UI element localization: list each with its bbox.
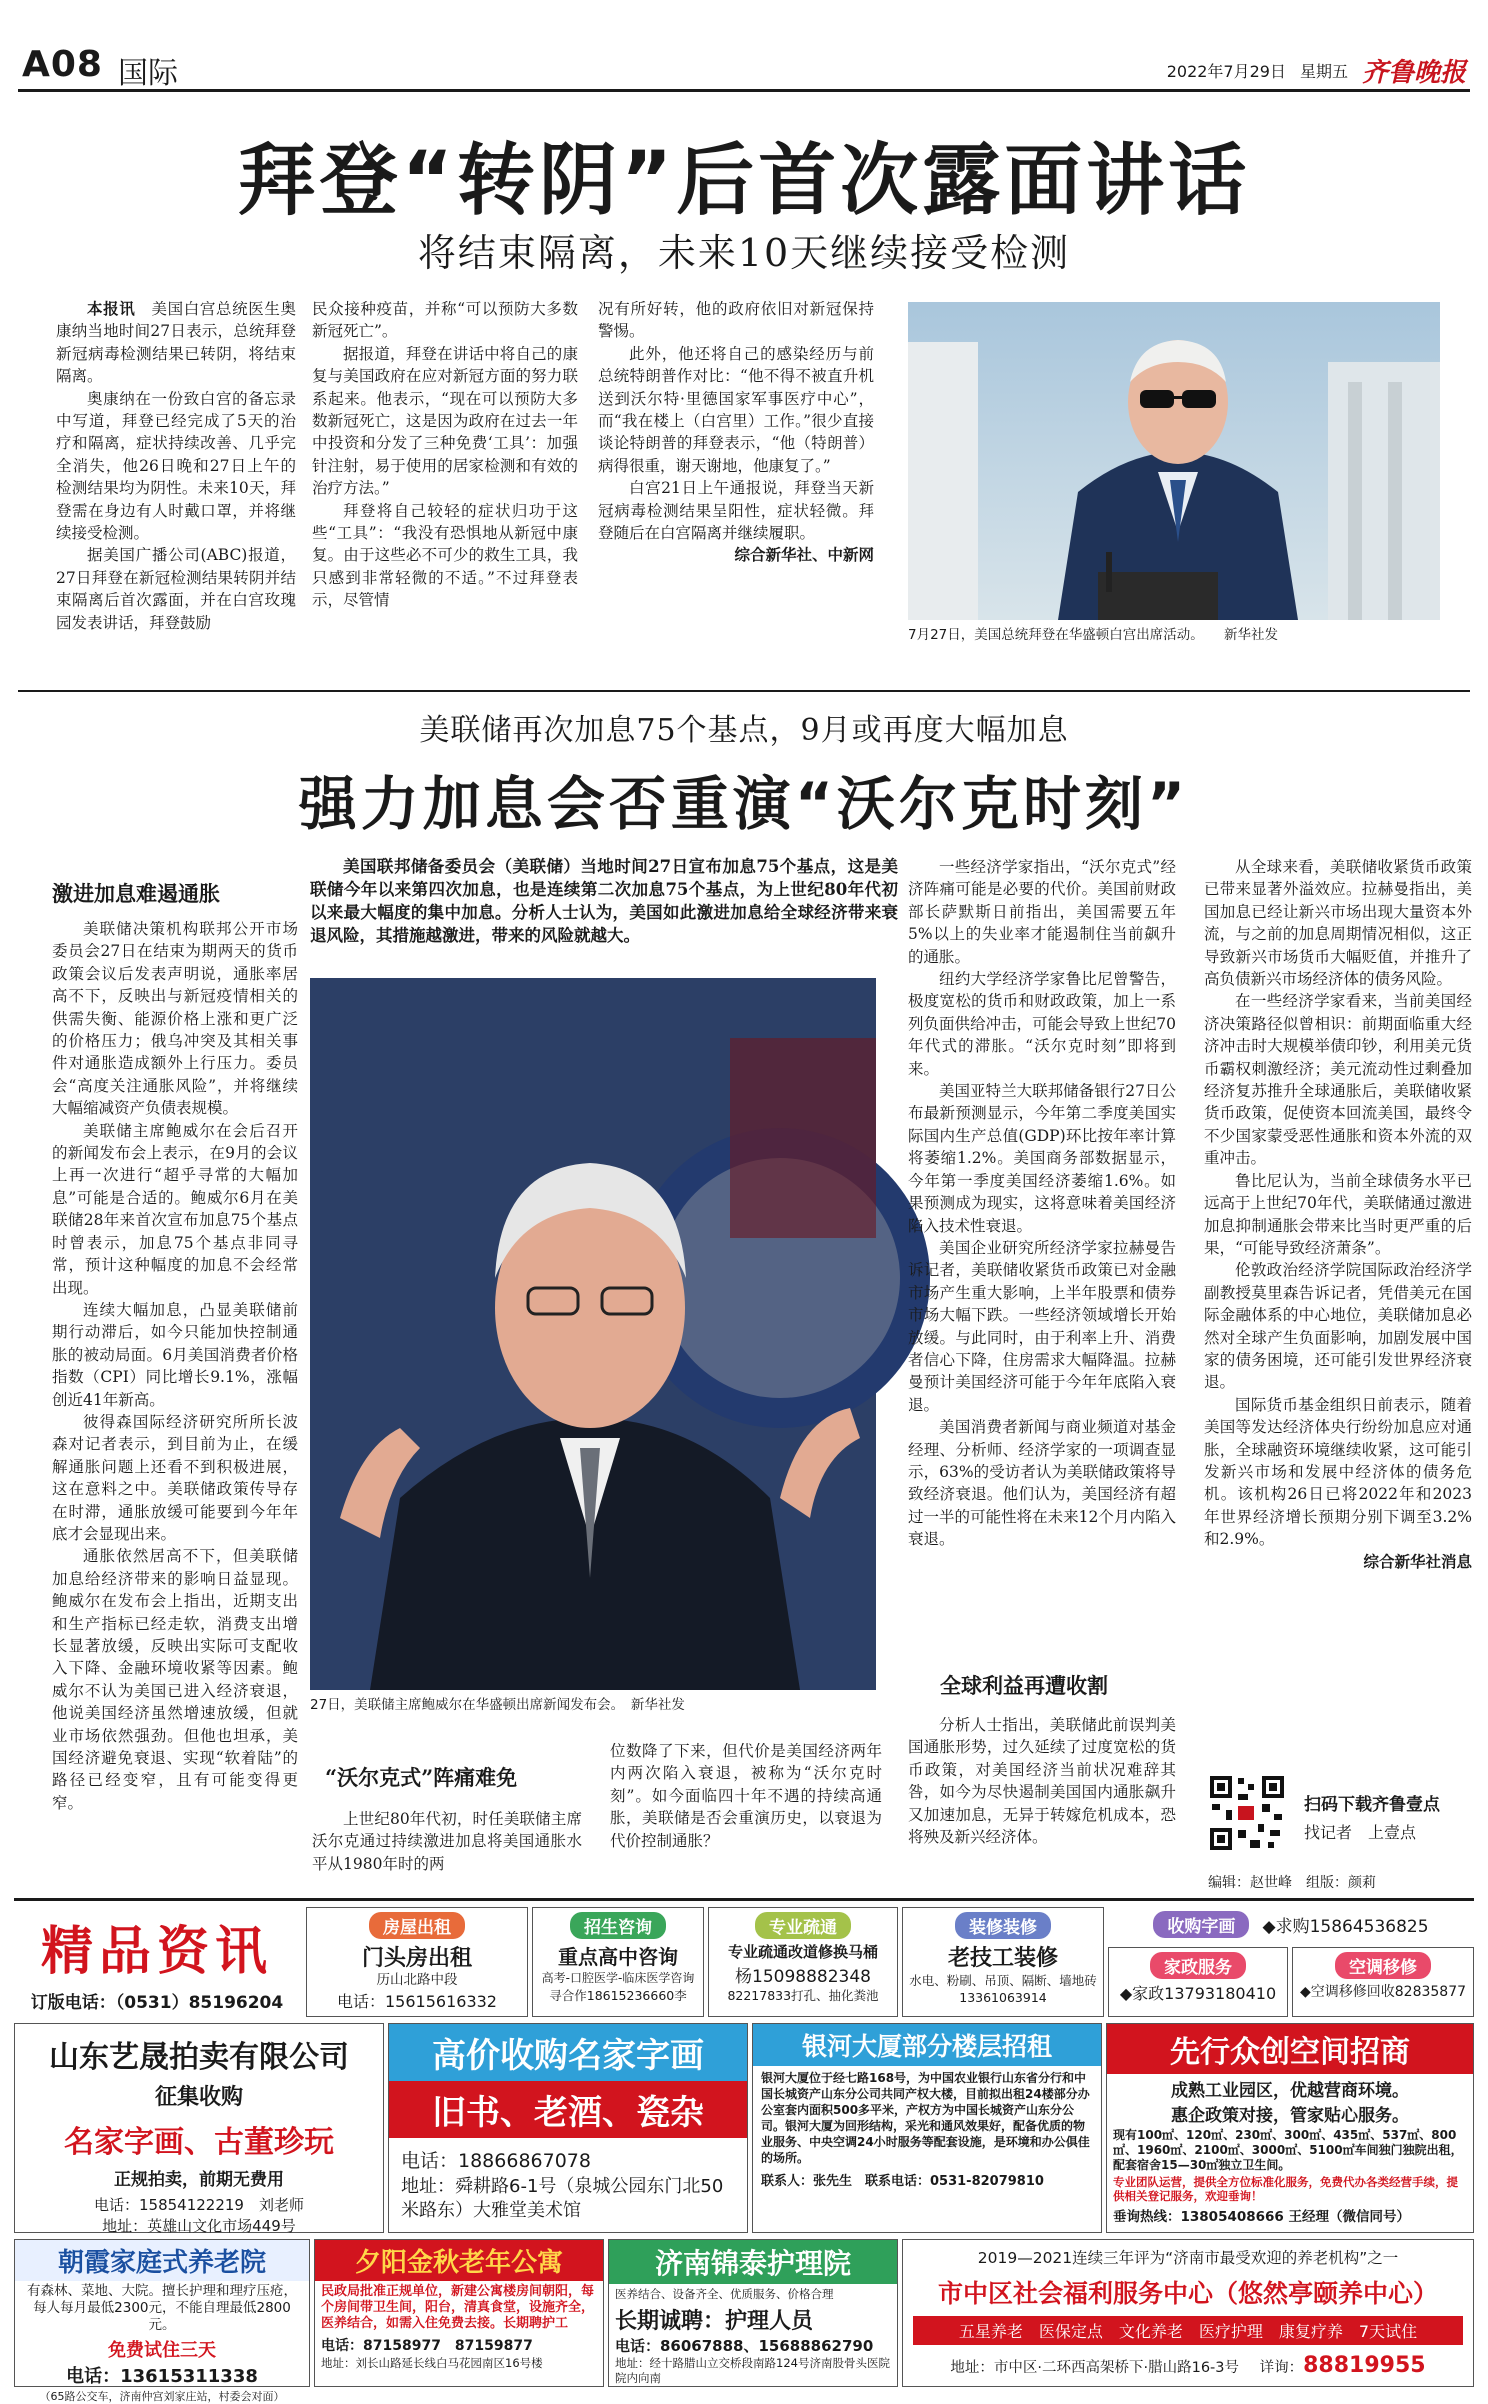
ad-zhaoxia-trial: 免费试住三天 <box>108 2340 216 2361</box>
ad-zhaoxia <box>14 2239 310 2403</box>
story1-column-3 <box>598 298 874 648</box>
ad-painting-phone: 电话：18866867078 <box>401 2150 591 2172</box>
paragraph: 据报道，拜登在讲话中将自己的康复与美国政府在应对新冠方面的努力联系起来。他表示，“现在可以预防大多数新冠死亡，这是因为政府在过去一年中投资和分发了三种免费‘工具’：加强针注射，易于使用的居家检测和有效的治疗方法。” <box>312 344 578 498</box>
ad-yinhe-text: 银河大厦位于经七路168号，为中国农业银行山东省分行和中国长城资产山东分公司共同产权大楼，目前拟出租24楼部分办公室套内面积500多平米，产权方为中国长城资产山东分公司。银河大厦为回形结构，采光和通风效果好，配备优质的物业服务、中央空调24小时服务等配套设施，是环境和办公俱佳的场所。 <box>761 2071 1090 2165</box>
ad-xianxing-line1: 成熟工业园区，优越营商环境。 <box>1171 2081 1409 2101</box>
photo-caption-powell: 27日，美联储主席鲍威尔在华盛顿出席新闻发布会。 新华社发 <box>310 1697 685 1713</box>
ad-xiyang-text: 民政局批准正规单位，新建公寓楼房间朝阳，每个房间带卫生间，阳台，清真食堂，设施齐全，医养结合，如需入住免费去接。长期聘护工 <box>321 2284 595 2331</box>
ad-pipe-phone: 杨15098882348 <box>735 1967 871 1987</box>
paragraph: 国际货币基金组织日前表示，随着美国等发达经济体央行纷纷加息应对通胀，全球融资环境继续收紧，这可能引发新兴市场和发展中经济体的债务危机。该机构26日已将2022年和2023年世界经济增长预期分别下调至3.2%和2.9%。 <box>1204 1395 1472 1549</box>
byline: 本报讯 <box>87 299 136 318</box>
ad-yinhe-title: 银河大厦部分楼层招租 <box>753 2024 1101 2066</box>
paragraph: 美国消费者新闻与商业频道对基金经理、分析师、经济学家的一项调查显示，63%的受访者认为美联储政策将导致经济衰退。他们认为，美国经济有超过一半的可能性将在未来12个月内陷入衰退。 <box>908 1418 1176 1549</box>
ad-tag: 房屋出租 <box>369 1912 465 1939</box>
ad-painting-addr: 地址：舜耕路6-1号（泉城公园东门北50米路东）大雅堂美术馆 <box>401 2176 724 2221</box>
story2-column-1 <box>52 918 298 1883</box>
ad-jingpin <box>14 1909 300 2017</box>
ad-auction-sub: 征集收购 <box>154 2085 243 2110</box>
story1-column-2 <box>312 298 578 638</box>
subhead-inflation: 激进加息难遏通胀 <box>52 881 220 906</box>
ad-auction-phone: 电话：15854122219 刘老师 <box>94 2196 304 2214</box>
ad-jingpin-phone: 订版电话：（0531）85196204 <box>30 1993 284 2013</box>
paragraph: 分析人士指出，美联储此前误判美国通胀形势，过久延续了过度宽松的货币政策，对美国经济当前状况难辞其咎，如今为尽快遏制美国国内通胀飙升又加速加息，无异于转嫁危机成本，恐将殃及新兴经济体。 <box>908 1716 1176 1847</box>
ad-auction-title: 山东艺晟拍卖有限公司 <box>49 2040 349 2075</box>
qr-code-icon[interactable] <box>1208 1774 1286 1852</box>
ad-tag: 装修装修 <box>955 1912 1051 1939</box>
ad-house-title: 门头房出租 <box>361 1946 472 1971</box>
ad-shizhong-phone-label: 详询： <box>1259 2360 1304 2376</box>
paragraph: 鲁比尼认为，当前全球债务水平已远高于上世纪70年代，美联储通过激进加息抑制通胀会带来比当时更严重的后果，“可能导致经济萧条”。 <box>1204 1171 1472 1257</box>
paragraph: 彼得森国际经济研究所所长波森对记者表示，到目前为止，在缓解通胀问题上还看不到积极进展，这在意料之中。美联储政策传导存在时滞，通胀放缓可能要到今年年底才会显现出来。 <box>52 1412 298 1543</box>
ad-jintai <box>608 2239 898 2387</box>
paragraph: 况有所好转，他的政府依旧对新冠保持警惕。 <box>598 300 874 341</box>
ad-auction-items: 名家字画、古董珍玩 <box>64 2125 334 2160</box>
ad-jintai-job: 长期诚聘：护理人员 <box>615 2309 814 2334</box>
story1-column-1 <box>56 298 296 638</box>
ad-tag: 空调移修 <box>1335 1952 1431 1979</box>
story1-source: 综合新华社、中新网 <box>734 545 874 565</box>
ad-shizhong-banner: 2019—2021连续三年评为“济南市最受欢迎的养老机构”之一 <box>977 2249 1399 2267</box>
headline-fed: 强力加息会否重演“沃尔克时刻” <box>298 770 1190 838</box>
ad-pipe <box>708 1907 898 2017</box>
ad-decor-title: 老技工装修 <box>947 1946 1058 1971</box>
paragraph: 据美国广播公司(ABC)报道，27日拜登在新冠检测结果转阴并结束隔离后首次露面，并在白宫玫瑰园发表讲话，拜登鼓励 <box>56 546 296 632</box>
ad-tag: 专业疏通 <box>755 1912 851 1939</box>
page-header <box>18 40 1470 92</box>
ad-shizhong-title: 市中区社会福利服务中心（悠然亭颐养中心） <box>937 2279 1438 2308</box>
ad-xianxing <box>1106 2023 1474 2233</box>
subhead-volcker: “沃尔克式”阵痛难免 <box>325 1765 518 1790</box>
ad-shizhong-addr: 地址：市中区·二环西高架桥下·腊山路16-3号 <box>950 2360 1240 2376</box>
ad-buy-painting <box>1108 1907 1474 1943</box>
ad-school <box>532 1907 704 2017</box>
ad-decor <box>902 1907 1104 2017</box>
ad-school-text: 高考-口腔医学-临床医学咨询 <box>541 1971 695 1985</box>
paragraph: 美国白宫总统医生奥康纳当地时间27日表示，总统拜登新冠病毒检测结果已转阴，将结束隔离。 <box>56 300 296 386</box>
ad-ac-text: ◆空调移修回收82835877 <box>1299 1984 1467 2000</box>
story2-column-2-bottom <box>312 1808 582 1878</box>
header-meta <box>1167 52 1466 89</box>
paragraph: 美国亚特兰大联邦储备银行27日公布最新预测显示，今年第二季度美国实际国内生产总值(GDP)环比按年率计算将萎缩1.2%。美国商务部数据显示，今年第一季度美国经济萎缩1.6%。如果预测成为现实，这将意味着美国经济陷入技术性衰退。 <box>908 1082 1176 1235</box>
page-number: A08 <box>22 44 103 85</box>
lead-paragraph: 美国联邦储备委员会（美联储）当地时间27日宣布加息75个基点，这是美联储今年以来第四次加息，也是连续第二次加息75个基点，为上世纪80年代初以来最大幅度的集中加息。分析人士认为，美国如此激进加息给全球经济带来衰退风险，其措施越激进，带来的风险就越大。 <box>310 857 898 945</box>
ad-xianxing-sizes: 现有100㎡、120㎡、230㎡、300㎡、435㎡、537㎡、800㎡、1960㎡、2100㎡、3000㎡、5100㎡车间独门独院出租，配套宿舍15—30㎡独立卫生间。 <box>1113 2128 1463 2172</box>
issue-date: 2022年7月29日 <box>1166 62 1286 81</box>
ad-xiyang <box>314 2239 604 2387</box>
paragraph: 美联储决策机构联邦公开市场委员会27日在结束为期两天的货币政策会议后发表声明说，通胀率居高不下，反映出与新冠疫情相关的供需失衡、能源价格上涨和更广泛的价格压力；俄乌冲突及其相关事件对通胀造成额外上行压力。委员会“高度关注通胀风险”，并将继续大幅缩减资产负债表规模。 <box>52 920 298 1118</box>
ad-school-title: 重点高中咨询 <box>558 1945 678 1969</box>
paragraph: 民众接种疫苗，并称“可以预防大多数新冠死亡”。 <box>312 300 578 341</box>
paragraph: 奥康纳在一份致白宫的备忘录中写道，拜登已经完成了5天的治疗和隔离，症状持续改善、几乎完全消失，他26日晚和27日上午的检测结果均为阴性。未来10天，拜登需在身边有人时戴口罩，并将继续接受检测。 <box>56 389 296 543</box>
subheadline-biden: 将结束隔离，未来10天继续接受检测 <box>417 231 1071 275</box>
ad-shizhong <box>902 2239 1474 2387</box>
story2-column-3-end <box>908 1714 1176 1884</box>
ad-jintai-title: 济南锦泰护理院 <box>609 2240 897 2284</box>
ad-zhaoxia-text: 有森林、菜地、大院。擅长护理和理疗压疮，每人每月最低2300元，不能自理最低2800元。 <box>27 2283 297 2333</box>
story2-column-4 <box>1204 856 1472 1726</box>
ad-xianxing-line2: 惠企政策对接，管家贴心服务。 <box>1171 2106 1409 2126</box>
ad-house-phone: 电话：15615616332 <box>337 1992 497 2011</box>
paragraph: 上世纪80年代初，时任美联储主席沃尔克通过持续激进加息将美国通胀水平从1980年时的两 <box>312 1810 582 1873</box>
ad-house-addr: 历山北路中段 <box>376 1972 458 1988</box>
ad-painting-purchase <box>388 2023 748 2233</box>
ad-xianxing-hotline: 垂询热线：13805408666 王经理（微信同号） <box>1113 2209 1411 2225</box>
paragraph: 此外，他还将自己的感染经历与前总统特朗普作对比：“他不得不被直升机送到沃尔特·里德国家军事医疗中心”，而“我在楼上（白宫里）工作。”很少直接谈论特朗普的拜登表示，“他（特朗普）病得很重，谢天谢地，他康复了。” <box>598 344 874 475</box>
ad-jintai-addr: 地址：经十路腊山立交桥段南路124号济南股骨头医院院内向南 <box>615 2356 890 2385</box>
ad-pipe-text: 82217833打孔、抽化粪池 <box>727 1988 879 2003</box>
ad-auction-note: 正规拍卖，前期无费用 <box>114 2170 284 2190</box>
qr-promo[interactable] <box>1208 1770 1470 1870</box>
classified-ads <box>14 1898 1474 2403</box>
paragraph: 一些经济学家指出，“沃尔克式”经济阵痛可能是必要的代价。美国前财政部长萨默斯日前指出，美国需要五年5%以上的失业率才能遏制住当前飙升的通胀。 <box>908 858 1176 966</box>
paragraph: 在一些经济学家看来，当前美国经济决策路径似曾相识：前期面临重大经济冲击时大规模举债印钞，利用美元货币霸权刺激经济；美元流动性过剩叠加经济复苏推升全球通胀后，美联储收紧货币政策，促使资本回流美国，最终令不少国家蒙受恶性通胀和资本外流的双重冲击。 <box>1204 992 1472 1168</box>
story2-column-3-bottom <box>610 1740 882 1880</box>
headline-biden: 拜登“转阴”后首次露面讲话 <box>237 136 1251 226</box>
photo-powell <box>310 978 876 1690</box>
ad-xiyang-addr: 地址：刘长山路延长线白马花园南区16号楼 <box>321 2356 543 2370</box>
issue-weekday: 星期五 <box>1299 62 1348 81</box>
ad-tag: 收购字画 <box>1153 1911 1249 1938</box>
ad-yinhe-contact: 联系人：张先生 联系电话：0531-82079810 <box>761 2174 1044 2189</box>
ad-jintai-phone: 电话：86067888、15688862790 <box>615 2337 874 2355</box>
ad-xiyang-phone: 电话：87158977 87159877 <box>321 2338 533 2354</box>
paragraph: 从全球来看，美联储收紧货币政策已带来显著外溢效应。拉赫曼指出，美国加息已经让新兴市场出现大量资本外流，与之前的加息周期情况相似，这正导致新兴市场货币大幅贬值，并推升了高负债新兴市场经济体的债务风险。 <box>1204 858 1472 989</box>
ad-jintai-sub: 医养结合、设备齐全、优质服务、价格合理 <box>615 2287 834 2301</box>
subhead-global: 全球利益再遭收割 <box>940 1673 1108 1698</box>
paragraph: 伦敦政治经济学院国际政治经济学副教授莫里森告诉记者，凭借美元在国际金融体系的中心地位，美联储加息必然对全球产生负面影响，加剧发展中国家的债务困境，还可能引发世界经济衰退。 <box>1204 1261 1472 1392</box>
qr-label: 扫码下载齐鲁壹点 <box>1304 1795 1440 1815</box>
ad-xiyang-title: 夕阳金秋老年公寓 <box>315 2240 603 2281</box>
ad-zhaoxia-phone: 电话：13615311338 <box>66 2366 258 2387</box>
paragraph: 连续大幅加息，凸显美联储前期行动滞后，如今只能加快控制通胀的被动局面。6月美国消费者价格指数（CPI）同比增长9.1%，涨幅创近41年新高。 <box>52 1300 298 1409</box>
ad-painting-items: 旧书、老酒、瓷杂 <box>389 2081 747 2138</box>
paragraph: 美国企业研究所经济学家拉赫曼告诉记者，美联储收紧货币政策已对金融市场产生重大影响，上半年股票和债券市场大幅下跌。一些经济领域增长开始放缓。与此同时，由于利率上升、消费者信心下降，住房需求大幅降温。拉赫曼预计美国经济可能于今年年底陷入衰退。 <box>908 1238 1176 1414</box>
paragraph: 美联储主席鲍威尔在会后召开的新闻发布会上表示，在9月的会议上再一次进行“超乎寻常的大幅加息”可能是合适的。鲍威尔6月在美联储28年来首次宣布加息75个基点时曾表示，加息75个基点非同寻常，预计这种幅度的加息不会经常出现。 <box>52 1121 298 1297</box>
ad-xianxing-title: 先行众创空间招商 <box>1107 2024 1473 2074</box>
paragraph: 纽约大学经济学家鲁比尼曾警告，极度宽松的货币和财政政策，加上一系列负面供给冲击，可能会导致上世纪70年代式的滞胀。“沃尔克时刻”即将到来。 <box>908 970 1176 1078</box>
ad-xianxing-note: 专业团队运营，提供全方位标准化服务，免费代办各类经营手续，提供相关登记服务，欢迎垂询！ <box>1113 2175 1458 2203</box>
photo-biden <box>908 302 1440 620</box>
ad-jingpin-title: 精品资讯 <box>40 1922 273 1982</box>
ad-auction <box>14 2023 384 2233</box>
ad-home-service <box>1108 1947 1288 2017</box>
ad-painting-title: 高价收购名家字画 <box>389 2024 747 2081</box>
divider <box>18 690 1470 692</box>
paragraph: 位数降了下来，但代价是美国经济两年内两次陷入衰退，被称为“沃尔克时刻”。如今面临四十年不遇的持续高通胀，美联储是否会重演历史，以衰退为代价控制通胀？ <box>610 1742 882 1850</box>
ad-shizhong-services: 五星养老 医保定点 文化养老 医疗护理 康复疗养 7天试住 <box>913 2316 1463 2345</box>
ad-tag: 家政服务 <box>1150 1952 1246 1979</box>
ad-auction-addr: 地址：英雄山文化市场449号 <box>102 2217 296 2235</box>
paragraph: 拜登将自己较轻的症状归功于这些“工具”：“我没有恐惧地从新冠中康复。由于这些必不可少的救生工具，我只感到非常轻微的不适。”不过拜登表示，尽管情 <box>312 501 578 610</box>
ad-home-text: ◆家政13793180410 <box>1119 1984 1277 2003</box>
ad-shizhong-phone: 88819955 <box>1303 2353 1426 2378</box>
qr-sub: 找记者 上壹点 <box>1304 1823 1417 1842</box>
ad-yinhe <box>752 2023 1102 2233</box>
ad-zhaoxia-title: 朝霞家庭式养老院 <box>15 2240 309 2281</box>
ad-buy-text: ◆求购15864536825 <box>1262 1917 1429 1937</box>
ad-school-phone: 寻合作18615236660李 <box>549 1988 687 2003</box>
photo-caption-biden: 7月27日，美国总统拜登在华盛顿白宫出席活动。 新华社发 <box>908 627 1279 643</box>
editor-credit: 编辑：赵世峰 组版：颜莉 <box>1208 1875 1376 1891</box>
ad-house-rent <box>306 1907 528 2017</box>
section-name: 国际 <box>118 56 178 91</box>
paragraph: 通胀依然居高不下，但美联储加息给经济带来的影响日益显现。鲍威尔在发布会上指出，近期支出和生产指标已经走软，消费支出增长显著放缓，反映出实际可支配收入下降、金融环境收紧等因素。鲍威尔不认为美国已进入经济衰退，他说美国经济虽然增速放缓，但就业市场依然强劲。但他也坦承，美国经济避免衰退、实现“软着陆”的路径已经变窄，且有可能变得更窄。 <box>52 1547 298 1812</box>
ad-ac-repair <box>1292 1947 1474 2017</box>
ad-pipe-title: 专业疏通改道修换马桶 <box>727 1943 878 1961</box>
ad-decor-text: 水电、粉刷、吊顶、隔断、墙地砖13361063914 <box>909 1973 1097 2005</box>
ad-zhaoxia-addr: （65路公交车，济南仲宫刘家庄站，村委会对面） <box>39 2390 285 2403</box>
paragraph: 白宫21日上午通报说，拜登当天新冠病毒检测结果呈阳性，症状轻微。拜登随后在白宫隔离并继续履职。 <box>598 479 874 543</box>
ad-tag: 招生咨询 <box>570 1912 666 1939</box>
story2-source: 综合新华社消息 <box>1363 1551 1472 1571</box>
story2-column-3 <box>908 856 1176 1656</box>
paper-logo: 齐鲁晚报 <box>1361 58 1466 88</box>
kicker-fed: 美联储再次加息75个基点，9月或再度大幅加息 <box>419 713 1069 748</box>
